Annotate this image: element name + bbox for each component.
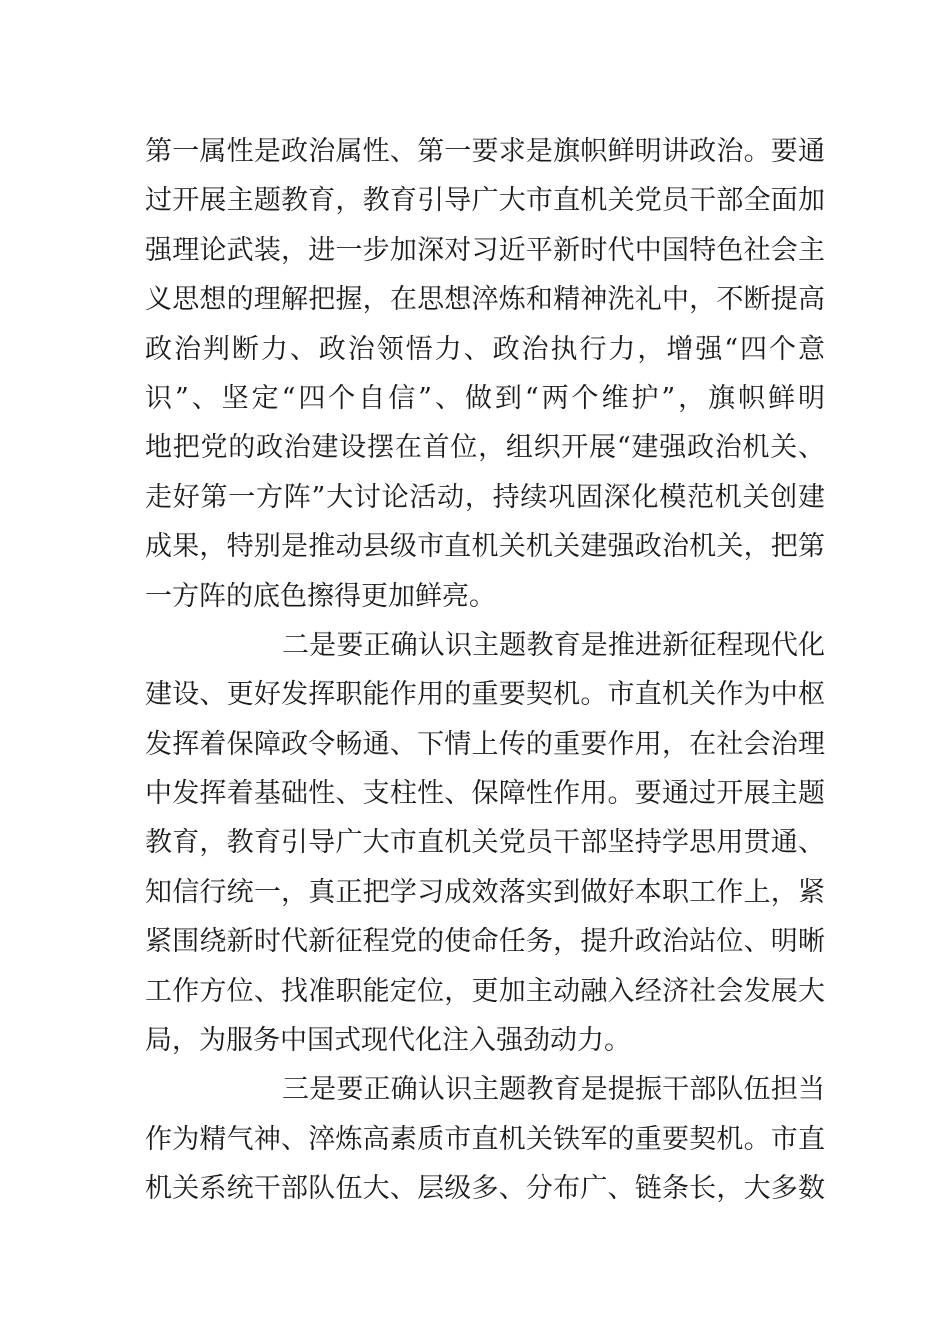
paragraph-line: 工作方位、找准职能定位，更加主动融入经济社会发展大 bbox=[145, 975, 825, 1007]
paragraph-line: 建设、更好发挥职能作用的重要契机。市直机关作为中枢 bbox=[145, 679, 825, 711]
paragraph-line: 二是要正确认识主题教育是推进新征程现代化 bbox=[282, 629, 825, 661]
paragraph-line: 三是要正确认识主题教育是提振干部队伍担当 bbox=[282, 1074, 825, 1106]
paragraph-line: 教育，教育引导广大市直机关党员干部坚持学思用贯通、 bbox=[145, 827, 825, 859]
paragraph-line: 知信行统一，真正把学习成效落实到做好本职工作上，紧 bbox=[145, 876, 825, 908]
paragraph-line: 作为精气神、淬炼高素质市直机关铁军的重要契机。市直 bbox=[145, 1123, 825, 1155]
paragraph-line: 中发挥着基础性、支柱性、保障性作用。要通过开展主题 bbox=[145, 778, 825, 810]
paragraph-line: 一方阵的底色擦得更加鲜亮。 bbox=[145, 580, 496, 612]
paragraph-line: 走好第一方阵”大讨论活动，持续巩固深化模范机关创建 bbox=[145, 481, 825, 513]
paragraph-line: 成果，特别是推动县级市直机关机关建强政治机关，把第 bbox=[145, 531, 825, 563]
paragraph-line: 过开展主题教育，教育引导广大市直机关党员干部全面加 bbox=[145, 185, 825, 217]
paragraph-line: 识”、坚定“四个自信”、做到“两个维护”，旗帜鲜明 bbox=[145, 382, 825, 414]
paragraph-line: 地把党的政治建设摆在首位，组织开展“建强政治机关、 bbox=[145, 432, 825, 464]
paragraph-line: 第一属性是政治属性、第一要求是旗帜鲜明讲政治。要通 bbox=[145, 136, 825, 167]
paragraph-1 bbox=[145, 127, 825, 621]
paragraph-line: 机关系统干部队伍大、层级多、分布广、链条长，大多数 bbox=[145, 1173, 825, 1205]
paragraph-line: 紧围绕新时代新征程党的使命任务，提升政治站位、明晰 bbox=[145, 926, 825, 958]
paragraph-line: 政治判断力、政治领悟力、政治执行力，增强“四个意 bbox=[145, 333, 825, 365]
document-body bbox=[145, 127, 825, 1214]
paragraph-line: 发挥着保障政令畅通、下情上传的重要作用，在社会治理 bbox=[145, 728, 825, 760]
paragraph-line: 强理论武装，进一步加深对习近平新时代中国特色社会主 bbox=[145, 234, 825, 266]
paragraph-3 bbox=[145, 1065, 825, 1213]
paragraph-line: 义思想的理解把握，在思想淬炼和精神洗礼中，不断提高 bbox=[145, 284, 825, 316]
paragraph-2 bbox=[145, 621, 825, 1066]
paragraph-line: 局，为服务中国式现代化注入强劲动力。 bbox=[145, 1025, 631, 1057]
